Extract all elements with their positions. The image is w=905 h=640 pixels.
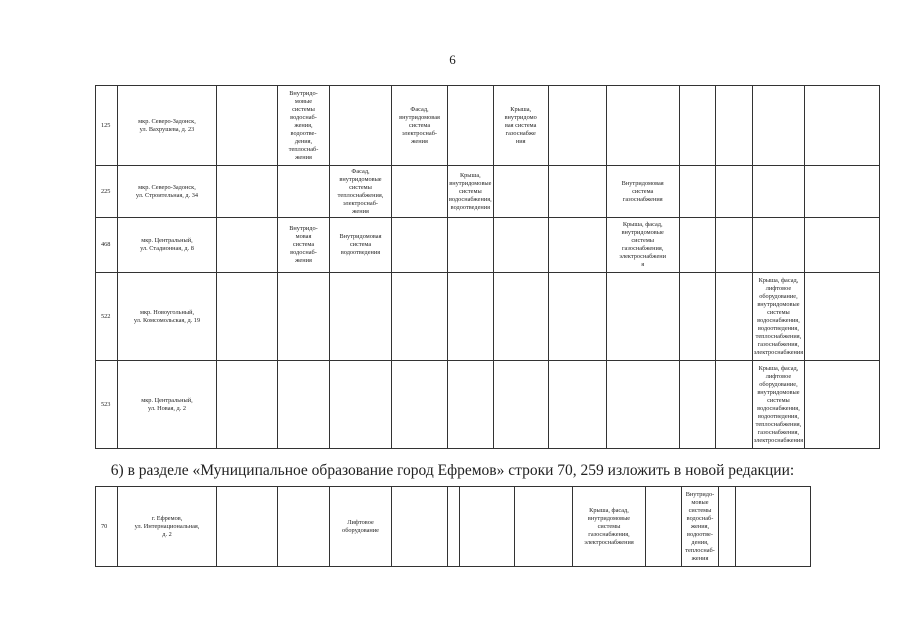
table-row	[96, 361, 880, 449]
work-type-cell	[715, 166, 752, 218]
work-type-cell	[278, 361, 330, 449]
work-type-cell	[715, 86, 752, 166]
work-type-cell	[392, 218, 448, 273]
work-type-cell	[752, 166, 805, 218]
address-cell: мкр. Северо-Задонск, ул. Вахрушева, д. 23	[118, 86, 217, 166]
work-type-cell: Фасад, внутридомовая система электроснаб- жения	[392, 86, 448, 166]
empty-cell	[805, 361, 880, 449]
work-type-cell	[330, 86, 392, 166]
work-type-cell	[448, 218, 494, 273]
work-type-cell	[460, 487, 515, 567]
work-type-cell	[715, 218, 752, 273]
work-type-cell	[606, 86, 679, 166]
work-type-cell: Крыша, фасад, лифтовое оборудование, внутридомовые системы водоснабжения, водоотведения, теплоснабжения, газоснабжения, электроснабжения	[752, 273, 805, 361]
work-type-cell	[392, 361, 448, 449]
work-type-cell	[606, 273, 679, 361]
address-cell: мкр. Северо-Задонск, ул. Строительная, д. 34	[118, 166, 217, 218]
work-type-cell: Крыша, фасад, лифтовое оборудование, внутридомовые системы водоснабжения, водоотведения, теплоснабжения, газоснабжения, электроснабжения	[752, 361, 805, 449]
address-cell: мкр. Новоугольный, ул. Комсомольская, д. 19	[118, 273, 217, 361]
section-heading: 6) в разделе «Муниципальное образование город Ефремов» строки 70, 259 изложить в новой редакции:	[110, 462, 795, 479]
work-type-cell: Крыша, фасад, внутридомовые системы газоснабжения, электроснабжения	[573, 487, 646, 567]
work-type-cell	[392, 273, 448, 361]
empty-cell	[805, 86, 880, 166]
housing-repair-table	[95, 85, 880, 449]
work-type-cell	[548, 361, 606, 449]
work-type-cell	[493, 273, 548, 361]
efremov-repair-table	[95, 486, 811, 567]
work-type-cell: Внутридомовая система водоотведения	[330, 218, 392, 273]
work-type-cell	[606, 361, 679, 449]
table-row	[96, 218, 880, 273]
work-type-cell	[217, 361, 278, 449]
work-type-cell	[679, 218, 715, 273]
work-type-cell: Крыша, внутридомо вая система газоснабже ния	[493, 86, 548, 166]
work-type-cell	[679, 361, 715, 449]
work-type-cell	[278, 166, 330, 218]
work-type-cell	[515, 487, 573, 567]
work-type-cell	[679, 86, 715, 166]
row-number: 225	[96, 166, 118, 218]
empty-cell	[805, 166, 880, 218]
work-type-cell	[217, 166, 278, 218]
row-number: 70	[96, 487, 118, 567]
work-type-cell	[217, 218, 278, 273]
work-type-cell	[448, 273, 494, 361]
work-type-cell	[217, 273, 278, 361]
page-number: 6	[449, 52, 456, 67]
work-type-cell	[493, 218, 548, 273]
work-type-cell	[752, 86, 805, 166]
work-type-cell: Фасад, внутридомовые системы теплоснабжения, электроснаб- жения	[330, 166, 392, 218]
work-type-cell	[548, 166, 606, 218]
work-type-cell	[217, 487, 278, 567]
work-type-cell: Внутридомовая система газоснабжения	[606, 166, 679, 218]
work-type-cell	[719, 487, 736, 567]
address-cell: г. Ефремов, ул. Интернациональная, д. 2	[118, 487, 217, 567]
work-type-cell: Внутридо- мовая система водоснаб- жения	[278, 218, 330, 273]
row-number: 125	[96, 86, 118, 166]
work-type-cell	[392, 166, 448, 218]
work-type-cell	[448, 361, 494, 449]
work-type-cell	[493, 166, 548, 218]
empty-cell	[736, 487, 811, 567]
work-type-cell	[448, 487, 460, 567]
work-type-cell	[548, 86, 606, 166]
work-type-cell	[646, 487, 682, 567]
row-number: 523	[96, 361, 118, 449]
work-type-cell	[548, 273, 606, 361]
empty-cell	[805, 273, 880, 361]
work-type-cell: Внутридо- мовые системы водоснаб- жения, водоотве- дения, теплоснаб- жения	[682, 487, 719, 567]
row-number: 468	[96, 218, 118, 273]
work-type-cell	[330, 273, 392, 361]
address-cell: мкр. Центральный, ул. Стадионная, д. 8	[118, 218, 217, 273]
work-type-cell: Внутридо- мовые системы водоснаб- жения, водоотве- дения, теплоснаб- жения	[278, 86, 330, 166]
work-type-cell	[448, 86, 494, 166]
table-row	[96, 273, 880, 361]
row-number: 522	[96, 273, 118, 361]
work-type-cell: Крыша, внутридомовые системы водоснабжения, водоотведения	[448, 166, 494, 218]
work-type-cell	[278, 273, 330, 361]
empty-cell	[805, 218, 880, 273]
work-type-cell: Лифтовое оборудование	[330, 487, 392, 567]
address-cell: мкр. Центральный, ул. Новая, д. 2	[118, 361, 217, 449]
work-type-cell	[392, 487, 448, 567]
work-type-cell	[715, 361, 752, 449]
work-type-cell	[493, 361, 548, 449]
table-row	[96, 166, 880, 218]
work-type-cell	[679, 166, 715, 218]
work-type-cell	[679, 273, 715, 361]
work-type-cell	[278, 487, 330, 567]
work-type-cell	[548, 218, 606, 273]
table-row	[96, 86, 880, 166]
work-type-cell	[217, 86, 278, 166]
work-type-cell	[715, 273, 752, 361]
work-type-cell	[330, 361, 392, 449]
work-type-cell	[752, 218, 805, 273]
work-type-cell: Крыша, фасад, внутридомовые системы газоснабжения, электроснабжени я	[606, 218, 679, 273]
table-row	[96, 487, 811, 567]
